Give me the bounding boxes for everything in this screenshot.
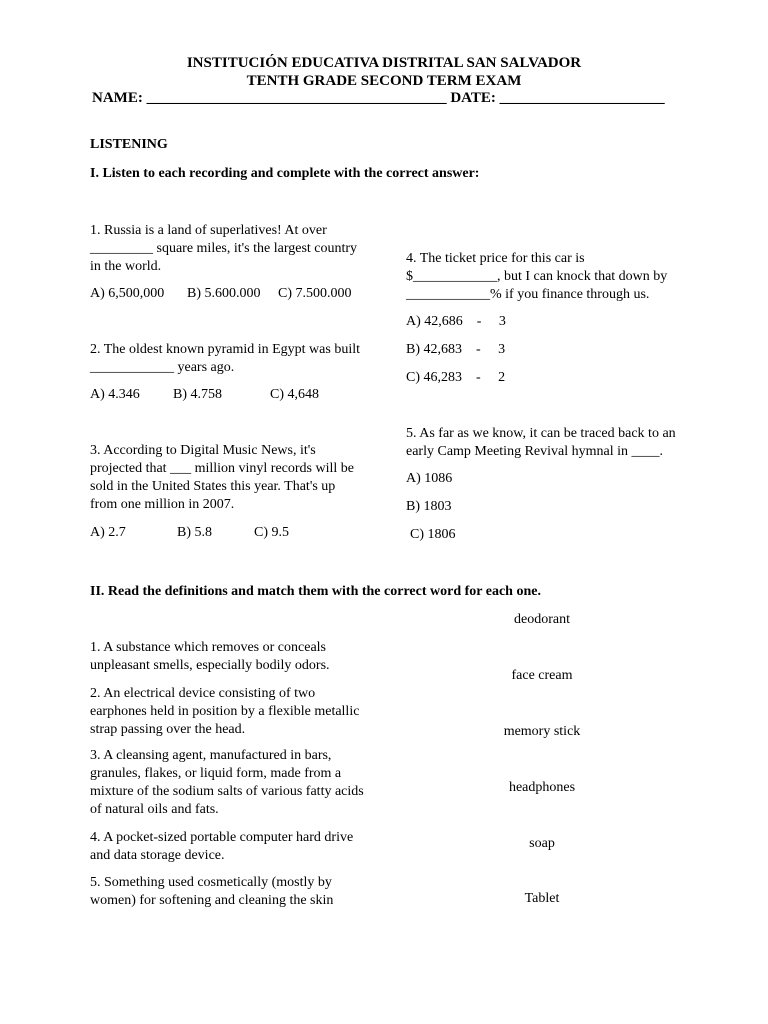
- question-5-option-a: A) 1086: [406, 471, 453, 486]
- listening-heading: LISTENING: [90, 137, 168, 152]
- question-1-option-c: C) 7.500.000: [278, 286, 352, 301]
- exam-title: TENTH GRADE SECOND TERM EXAM: [246, 73, 522, 89]
- matching-instruction: II. Read the definitions and match them with the correct word for each one.: [90, 584, 541, 599]
- question-2-option-c: C) 4,648: [270, 387, 319, 402]
- question-4-text: 4. The ticket price for this car is $____________, but I can knock that down by ____________% if you finance through us.: [406, 251, 668, 302]
- name-date-line: NAME: ________________________________________ DATE: ______________________: [92, 90, 665, 106]
- question-5-option-c: C) 1806: [410, 527, 456, 542]
- question-5-option-b: B) 1803: [406, 499, 452, 514]
- question-2-option-a: A) 4.346: [90, 387, 140, 402]
- word-option: headphones: [508, 780, 576, 795]
- question-1-option-a: A) 6,500,000: [90, 286, 165, 301]
- question-3-option-a: A) 2.7: [90, 525, 126, 540]
- definition-1: 1. A substance which removes or conceals unpleasant smells, especially bodily odors.: [90, 640, 330, 673]
- question-4-option-a: A) 42,686 - 3: [406, 314, 506, 329]
- question-1-option-b: B) 5.600.000: [187, 286, 261, 301]
- question-4-option-b: B) 42,683 - 3: [406, 342, 506, 357]
- word-option: deodorant: [514, 612, 570, 627]
- definition-5: 5. Something used cosmetically (mostly by women) for softening and cleaning the skin: [90, 875, 334, 908]
- question-4-option-c: C) 46,283 - 2: [406, 370, 506, 385]
- word-option: Tablet: [524, 891, 560, 906]
- word-option: face cream: [511, 668, 573, 683]
- question-5-text: 5. As far as we know, it can be traced back to an early Camp Meeting Revival hymnal in ____.: [406, 426, 676, 459]
- word-option: soap: [529, 836, 555, 851]
- definition-4: 4. A pocket-sized portable computer hard drive and data storage device.: [90, 830, 354, 863]
- question-3-text: 3. According to Digital Music News, it's projected that ___ million vinyl records will be sold in the United States this year. That's up from one million in 2007.: [90, 443, 354, 512]
- question-3-option-c: C) 9.5: [254, 525, 289, 540]
- question-3-option-b: B) 5.8: [177, 525, 212, 540]
- listening-instruction: I. Listen to each recording and complete with the correct answer:: [90, 166, 480, 181]
- word-option: memory stick: [503, 724, 581, 739]
- school-title: INSTITUCIÓN EDUCATIVA DISTRITAL SAN SALVADOR: [186, 55, 582, 71]
- question-2-text: 2. The oldest known pyramid in Egypt was built ____________ years ago.: [90, 342, 360, 375]
- definition-2: 2. An electrical device consisting of two earphones held in position by a flexible metallic strap passing over the head.: [90, 686, 360, 737]
- definition-3: 3. A cleansing agent, manufactured in bars, granules, flakes, or liquid form, made from a mixture of the sodium salts of various fatty acids of natural oils and fats.: [90, 748, 364, 817]
- question-2-option-b: B) 4.758: [173, 387, 222, 402]
- question-1-text: 1. Russia is a land of superlatives! At over _________ square miles, it's the largest country in the world.: [90, 223, 358, 274]
